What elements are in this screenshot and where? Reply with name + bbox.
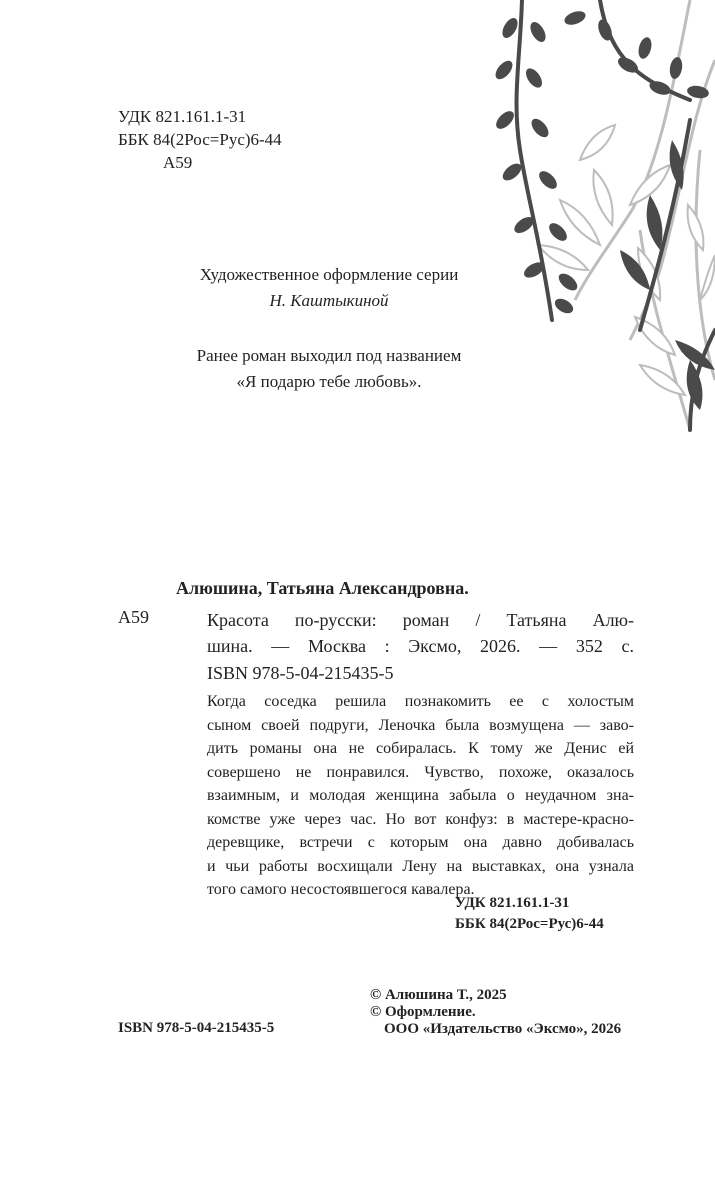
bbk-code: ББК 84(2Рос=Рус)6-44 bbox=[118, 130, 282, 149]
copyright-block bbox=[370, 987, 621, 1038]
copyright-publisher: ООО «Издательство «Эксмо», 2026 bbox=[384, 1021, 622, 1037]
annotation-line: того самого несостоявшегося кавалера. bbox=[207, 881, 475, 898]
previous-title-note bbox=[120, 343, 538, 395]
annotation bbox=[207, 690, 634, 902]
annotation-line: взаимным, и молодая женщина забыла о неудачном зна- bbox=[207, 787, 634, 804]
author-index: А59 bbox=[163, 153, 193, 172]
classification-codes-top bbox=[118, 107, 282, 176]
design-line: Художественное оформление серии bbox=[199, 265, 459, 284]
bibliography-isbn: ISBN 978-5-04-215435-5 bbox=[207, 663, 394, 683]
udk-code: УДК 821.161.1-31 bbox=[118, 107, 247, 126]
bibliography-index: А59 bbox=[118, 607, 149, 627]
annotation-line: Когда соседка решила познакомить ее с холостым bbox=[207, 693, 634, 710]
bibliography-title-line: шина. — Москва : Эксмо, 2026. — 352 с. bbox=[207, 636, 634, 656]
bibliography-author: Алюшина, Татьяна Александровна. bbox=[176, 578, 469, 598]
annotation-line: дить романы она не собиралась. К тому же Денис ей bbox=[207, 740, 634, 757]
series-design-credit bbox=[120, 262, 538, 314]
isbn-bottom: ISBN 978-5-04-215435-5 bbox=[118, 1020, 275, 1036]
annotation-line: и чьи работы восхищали Лену на выставках, она узнала bbox=[207, 857, 634, 875]
annotation-line: сыном своей подруги, Леночка была возмущена — заво- bbox=[207, 716, 634, 734]
copyright-author: © Алюшина Т., 2025 bbox=[370, 987, 507, 1003]
bibliography-title bbox=[207, 607, 634, 659]
copyright-design: © Оформление. bbox=[370, 1004, 476, 1020]
classification-codes-bottom bbox=[455, 893, 604, 935]
bibliography-title-line: Красота по-русски: роман / Татьяна Алю- bbox=[207, 610, 634, 630]
annotation-line: деревщике, встречи с которым она давно добивалась bbox=[207, 834, 634, 851]
annotation-line: совершено не понравился. Чувство, похоже, оказалось bbox=[207, 763, 634, 781]
previous-title-line1: Ранее роман выходил под названием bbox=[196, 346, 462, 365]
udk-code-bottom: УДК 821.161.1-31 bbox=[455, 895, 570, 911]
previous-title-line2: «Я подарю тебе любовь». bbox=[236, 372, 422, 391]
designer-name: Н. Каштыкиной bbox=[269, 291, 389, 310]
annotation-line: комстве уже через час. Но вот конфуз: в мастере-красно- bbox=[207, 810, 634, 828]
bbk-code-bottom: ББК 84(2Рос=Рус)6-44 bbox=[455, 916, 604, 932]
